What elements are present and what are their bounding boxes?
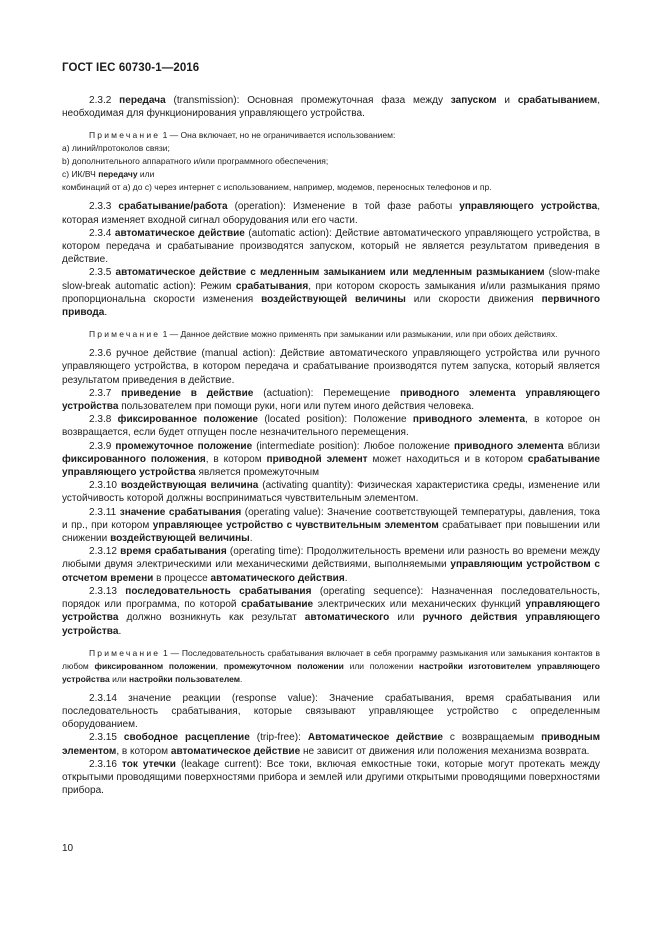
clause-2-3-8: 2.3.8 фиксированное положение (located position): Положение приводного элемента, в которое он возвращается, если будет отпущен после незначительного перемещения.	[62, 414, 600, 439]
page-number: 10	[62, 843, 74, 854]
note-item-c: c) ИК/ВЧ передачу или	[62, 169, 155, 180]
clause-2-3-10: 2.3.10 воздействующая величина (activating quantity): Физическая характеристика среды, изменение или устойчивость которой должны восприниматься чувствительным элементом.	[62, 480, 600, 505]
clause-2-3-3: 2.3.3 срабатывание/работа (operation): Изменение в той фазе работы управляющего устройства, которая изменяет входной сигнал оборудования или его части.	[62, 201, 601, 226]
clause-2-3-15: 2.3.15 свободное расцепление (trip-free): Автоматическое действие с возвращаемым приводным элементом, в котором автоматическое действие не зависит от движения или положения механизма возврата.	[62, 732, 600, 757]
note-2-3-5: Примечание 1 — Данное действие можно применять при замыкании или размыкании, или при обоих действиях.	[89, 329, 558, 340]
term: воздействующая величина	[120, 480, 259, 492]
clause-2-3-4: 2.3.4 автоматическое действие (automatic action): Действие автоматического управляющего устройства, в котором передача и срабатывание производятся запуском, который не является результатом приведения в действие.	[62, 227, 600, 266]
term: время срабатывания	[120, 546, 227, 558]
note-item-a: a) линий/протоколов связи;	[62, 143, 170, 154]
term: промежуточное положение	[115, 440, 253, 452]
note-label: Примечание	[89, 329, 161, 340]
term: приведение в действие	[121, 387, 254, 399]
clause-2-3-14: 2.3.14 значение реакции (response value): Значение срабатывания, время срабатывания или последовательность срабатывания, которые связывают управляющее устройство с определенным оборудованием.	[62, 692, 600, 731]
clause-2-3-9: 2.3.9 промежуточное положение (intermediate position): Любое положение приводного элемента вблизи фиксированного положения, в котором приводной элемент может находиться и в котором срабатывание управляющего устройства является промежуточным	[62, 440, 600, 479]
document-header: ГОСТ IEC 60730-1—2016	[62, 62, 200, 74]
clause-2-3-6: 2.3.6 ручное действие (manual action): Действие автоматического управляющего устройства или ручного управляющего устройства, в котором передача и срабатывание производятся путем запуска, который является результатом приведения в действие.	[62, 348, 600, 386]
term: срабатывание/работа	[118, 201, 228, 213]
note-item-b: b) дополнительного аппаратного и/или программного обеспечения;	[62, 156, 329, 167]
clause-2-3-12: 2.3.12 время срабатывания (operating time): Продолжительность времени или разность во времени между любыми двумя электрическими или механическими действиями, выполняемыми управляющим устройством с отсчетом времени в процессе автоматического действия.	[62, 546, 600, 584]
note-label: Примечание	[89, 130, 161, 141]
term: ток утечки	[121, 758, 176, 770]
clause-2-3-7: 2.3.7 приведение в действие (actuation): Перемещение приводного элемента управляющего устройства пользователем при помощи руки, ноги или путем иного действия человека.	[62, 387, 600, 413]
note-label: Примечание	[89, 647, 161, 658]
term: передача	[119, 95, 166, 106]
note-2-3-13: Примечание 1 — Последовательность срабатывания включает в себя программу размыкания или замыкания контактов в любом фиксированном положении, промежуточном положении или положении настройки изготовителем управляющего устройства или настройки пользователем.	[62, 647, 600, 684]
clause-2-3-16: 2.3.16 ток утечки (leakage current): Все токи, включая емкостные токи, которые могут протекать между открытыми проводящими поверхностями прибора и землей или другими открытыми проводящими поверхностями прибора.	[62, 758, 600, 797]
clause-2-3-11: 2.3.11 значение срабатывания (operating value): Значение соответствующей температуры, давления, тока и пр., при котором управляющее устройство с чувствительным элементом срабатывает при повышении или снижении воздействующей величины.	[62, 506, 601, 545]
clause-2-3-2: 2.3.2 передача (transmission): Основная промежуточная фаза между запуском и срабатыванием, необходимая для функционирования управляющего устройства.	[62, 95, 600, 120]
document-body	[62, 94, 600, 797]
term: последовательность срабатывания	[125, 585, 312, 597]
clause-2-3-13: 2.3.13 последовательность срабатывания (operating sequence): Назначенная последовательность, порядок или программа, по которой срабатывание электрических или механических функций управляющего устройства должно возникнуть как результат автоматического или ручного действия управляющего устройства.	[62, 585, 601, 637]
term: автоматическое действие с медленным замыканием или медленным размыканием	[115, 267, 545, 279]
term: автоматическое действие	[114, 227, 245, 239]
term: значение срабатывания	[119, 506, 242, 518]
clause-2-3-5: 2.3.5 автоматическое действие с медленным замыканием или медленным размыканием (slow-make slow-break automatic action): Режим срабатывания, при котором скорость замыкания и/или размыкания прямо пропорциональна скорости изменения воздействующей величины или скорости движения первичного привода.	[62, 267, 600, 319]
note-2-3-2: Примечание 1 — Она включает, но не ограничивается использованием:	[89, 130, 396, 141]
term: свободное расцепление	[123, 732, 250, 744]
note-item-combination: комбинаций от а) до с) через интернет с использованием, например, модемов, переносных телефонов и пр.	[62, 182, 492, 193]
term: фиксированное положение	[117, 414, 259, 426]
